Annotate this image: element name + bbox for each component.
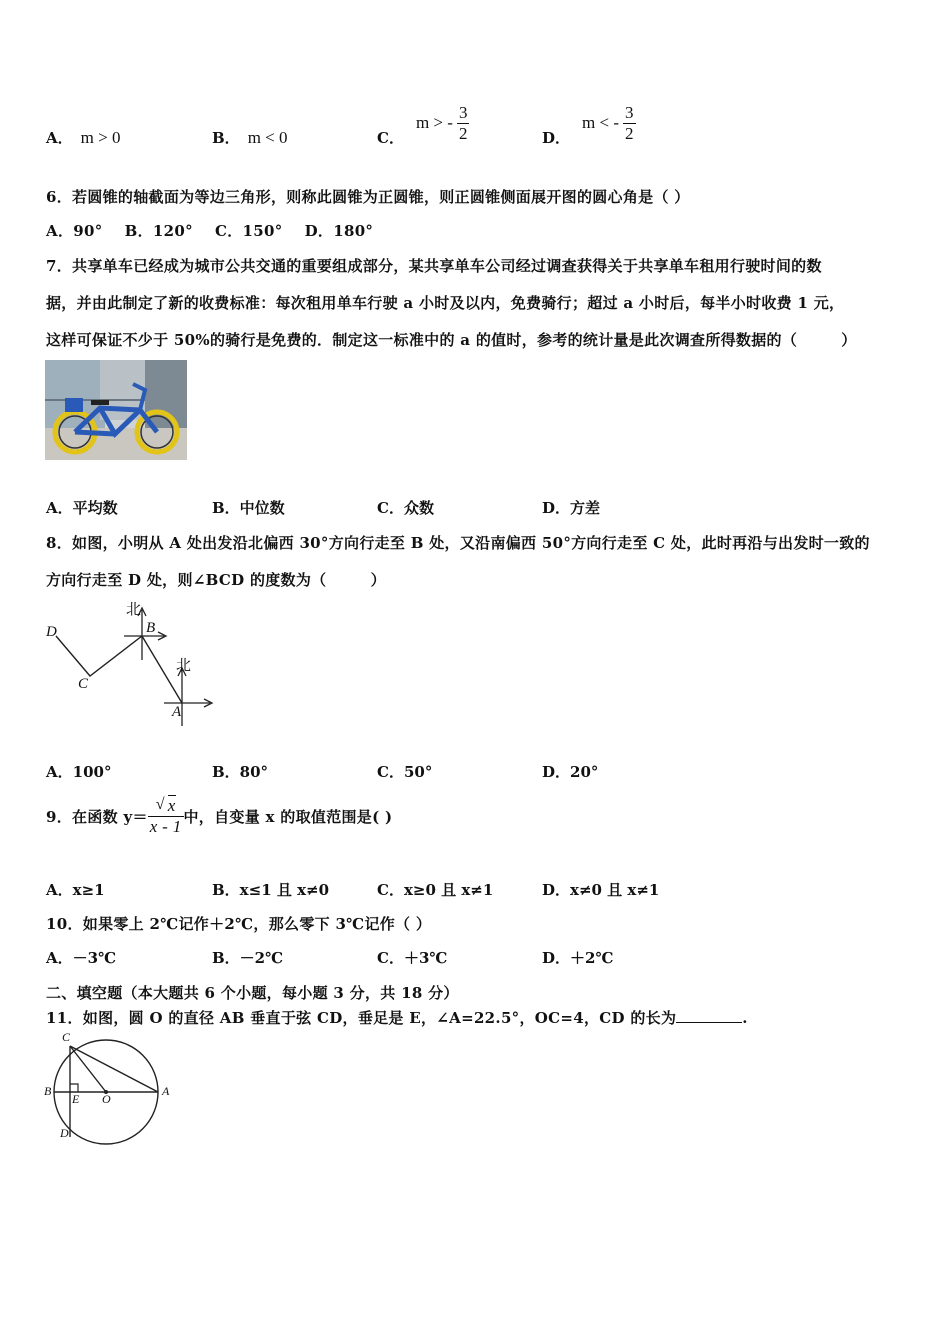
q11-stem: 11．如图，圆 O 的直径 AB 垂直于弦 CD，垂足是 E，∠A=22.5°，OC=4，CD 的长为 . [46,1009,748,1027]
q9-fraction: √ x x - 1 [149,796,182,836]
q5-option-d: D．m < - $\frac{3}{2}$ [542,103,634,147]
q8-direction-figure [40,598,220,733]
point-label-a: A [172,704,182,720]
q8-option-a: A．100° [46,763,112,781]
q10-option-d: D．＋2℃ [542,949,614,967]
point-label-c: C [78,676,89,692]
q8-line-2: 方向行走至 D 处，则∠BCD 的度数为（ ） [46,571,386,589]
q7-option-b: B．中位数 [212,499,285,517]
circle-label-c: C [62,1030,71,1044]
point-label-b: B [146,620,156,636]
q11-answer-blank[interactable] [676,1008,742,1023]
q8-option-d: D．20° [542,763,599,781]
q9-option-a: A．x≥1 [46,881,105,899]
q7-line-1: 7．共享单车已经成为城市公共交通的重要组成部分，某共享单车公司经过调查获得关于共享单车租用行驶时间的数 [46,257,822,275]
north-label-a: 北 [176,656,192,674]
q7-option-a: A．平均数 [46,499,118,517]
q8-option-b: B．80° [212,763,269,781]
north-label-b: 北 [126,600,142,618]
point-label-d: D [46,624,57,640]
q6-options: A．90° B．120° C．150° D．180° [46,222,374,240]
q9-stem: 9．在函数 y＝ √ x x - 1 中，自变量 x 的取值范围是( ) [46,796,393,836]
q7-line-2: 据，并由此制定了新的收费标准：每次租用单车行驶 a 小时及以内，免费骑行；超过 a 小时后，每半小时收费 1 元， [46,294,845,312]
q10-option-b: B．－2℃ [212,949,284,967]
q8-line-1: 8．如图，小明从 A 处出发沿北偏西 30°方向行走至 B 处，又沿南偏西 50°方向行走至 C 处，此时再沿与出发时一致的 [46,534,870,552]
q8-option-c: C．50° [377,763,433,781]
circle-label-o: O [102,1092,111,1106]
q9-option-d: D．x≠0 且 x≠1 [542,881,660,899]
q7-option-c: C．众数 [377,499,434,517]
bicycle-photo [45,360,187,460]
q9-option-c: C．x≥0 且 x≠1 [377,881,494,899]
q7-line-3: 这样可保证不少于 50%的骑行是免费的．制定这一标准中的 a 的值时，参考的统计量是此次调查所得数据的（ ） [46,331,857,349]
q10-option-c: C．＋3℃ [377,949,448,967]
q7-option-d: D．方差 [542,499,601,517]
q6-stem: 6．若圆锥的轴截面为等边三角形，则称此圆锥为正圆锥，则正圆锥侧面展开图的圆心角是（ ） [46,188,690,206]
circle-label-b: B [44,1084,52,1098]
circle-label-a: A [162,1084,170,1098]
circle-label-d: D [60,1126,69,1140]
q9-option-b: B．x≤1 且 x≠0 [212,881,330,899]
q5-option-b: B． m < 0 [212,128,288,147]
circle-label-e: E [72,1092,80,1106]
section-2-title: 二、填空题（本大题共 6 个小题，每小题 3 分，共 18 分） [46,984,459,1002]
q5-option-a: A． m > 0 [46,128,121,147]
q10-stem: 10．如果零上 2℃记作＋2℃，那么零下 3℃记作（ ） [46,915,432,933]
q11-circle-figure [42,1030,182,1146]
q5-option-c: C．m > - $\frac{3}{2}$ [377,103,468,147]
q10-option-a: A．－3℃ [46,949,117,967]
